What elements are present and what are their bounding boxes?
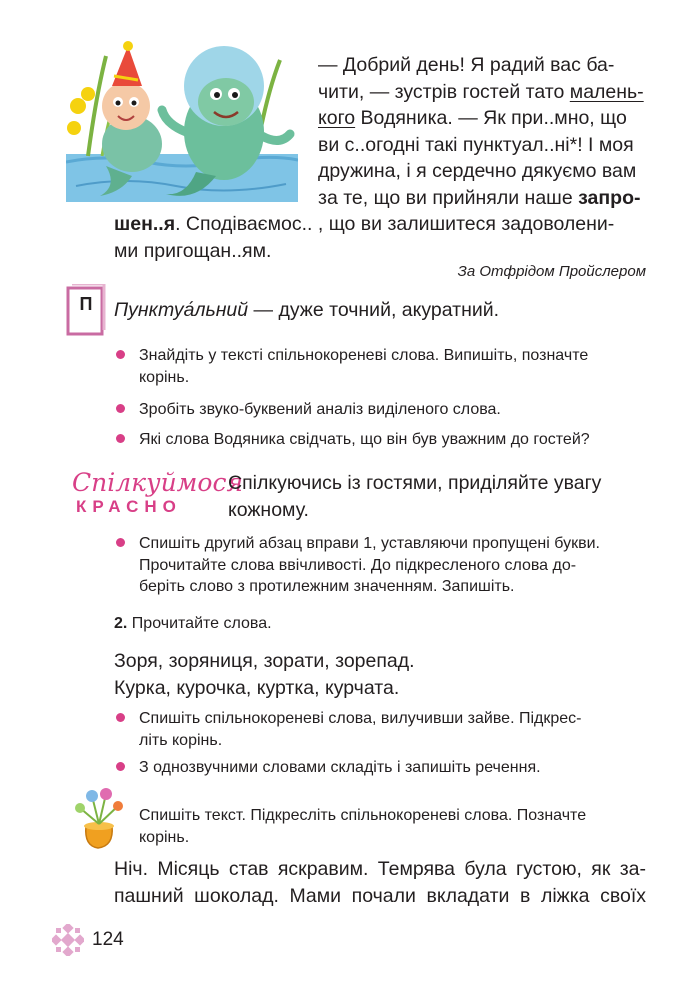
words-line-1: Зоря, зоряниця, зорати, зорепад. <box>114 650 415 672</box>
story-line-6: за те, що ви прийняли наше <box>318 186 579 209</box>
speak-text <box>228 470 601 523</box>
exercise-3-text-line-1: Ніч. Місяць став яскравим. Темрява була густою, як за- <box>114 858 646 880</box>
story-line-1: — Добрий день! Я радий вас ба- <box>318 54 615 76</box>
underlined-word-part-2: кого <box>318 107 356 129</box>
exercise-2-words <box>114 648 415 701</box>
words-line-2: Курка, курочка, куртка, курчата. <box>114 676 400 699</box>
task-4-line-2: літь корінь. <box>139 731 223 749</box>
story-line-3: Водяника. — Як при..мно, що <box>360 107 627 129</box>
task-3: Які слова Водяника свідчать, що він був уважним до гостей? <box>139 431 590 448</box>
exercise-2-instruction: Прочитайте слова. <box>131 615 272 632</box>
story-line-2: чити, — зустрів гостей тато <box>318 80 570 103</box>
underlined-word-part-1: малень- <box>569 80 644 103</box>
task-2: Зробіть звуко-буквений аналіз виділеного слова. <box>139 401 501 418</box>
dictionary-definition: — дуже точний, акуратний. <box>248 299 500 321</box>
task-speak-line-2: Прочитайте слова ввічливості. До підкресленого слова до- <box>139 556 577 574</box>
exercise-3-text <box>114 856 646 909</box>
highlighted-word-part-2: шен..я <box>114 213 176 235</box>
speak-line-2: кожному. <box>228 498 309 521</box>
task-speak <box>139 533 600 598</box>
mermaid-illustration <box>66 36 298 202</box>
exercise-3-instruction-line-2: корінь. <box>139 828 190 846</box>
task-1-line-1: Знайдіть у тексті спільнокореневі слова. Випишіть, позначте <box>139 347 589 364</box>
dictionary-badge-letter: П <box>79 294 93 314</box>
bullet <box>116 713 125 722</box>
dictionary-term: Пунктуа́льний <box>114 299 249 321</box>
speak-logo-caps: КРАСНО <box>76 497 182 516</box>
story-text <box>318 52 646 211</box>
exercise-3-instruction-line-1: Спишіть текст. Підкресліть спільнокореневі слова. Позначте <box>139 807 587 824</box>
source-attribution: За Отфрідом Пройслером <box>457 263 646 280</box>
task-speak-line-1: Спишіть другий абзац вправи 1, уставляючи пропущені букви. <box>139 535 600 552</box>
story-line-5: дружина, і я сердечно дякуємо вам <box>318 160 637 182</box>
exercise-3-instruction <box>139 805 586 848</box>
story-line-7: . Сподіваємос.. , що ви залишитеся задоволени- <box>175 213 615 235</box>
task-1-line-2: корінь. <box>139 368 190 386</box>
task-5: З однозвучними словами складіть і запишіть речення. <box>139 759 541 776</box>
story-text-wide <box>114 211 654 264</box>
task-speak-line-3: беріть слово з протилежним значенням. Запишіть. <box>139 578 515 595</box>
highlighted-word-part-1: запро- <box>578 186 641 209</box>
exercise-2-number: 2. <box>114 615 128 632</box>
page-number: 124 <box>92 929 124 950</box>
exercise-2-header <box>114 613 272 635</box>
bullet <box>116 404 125 413</box>
speak-line-1: Спілкуючись із гостями, приділяйте увагу <box>228 472 602 494</box>
bullet <box>116 434 125 443</box>
story-line-4: ви с..огодні такі пунктуал..ні*! І моя <box>318 133 634 156</box>
bullet <box>116 538 125 547</box>
exercise-3-text-line-2: пашний шоколад. Мами почали вкладати в ліжка своїх <box>114 884 646 907</box>
task-1 <box>139 345 588 388</box>
task-4 <box>139 708 581 751</box>
bullet <box>116 762 125 771</box>
ornament-icon <box>52 924 84 956</box>
task-4-line-1: Спишіть спільнокореневі слова, вилучивши зайве. Підкрес- <box>139 710 582 727</box>
dictionary-entry <box>114 297 499 324</box>
flower-vase-icon <box>66 786 132 850</box>
bullet <box>116 350 125 359</box>
story-line-8: ми пригощан..ям. <box>114 239 272 262</box>
speak-logo-script: Спілкуймося <box>72 468 244 497</box>
